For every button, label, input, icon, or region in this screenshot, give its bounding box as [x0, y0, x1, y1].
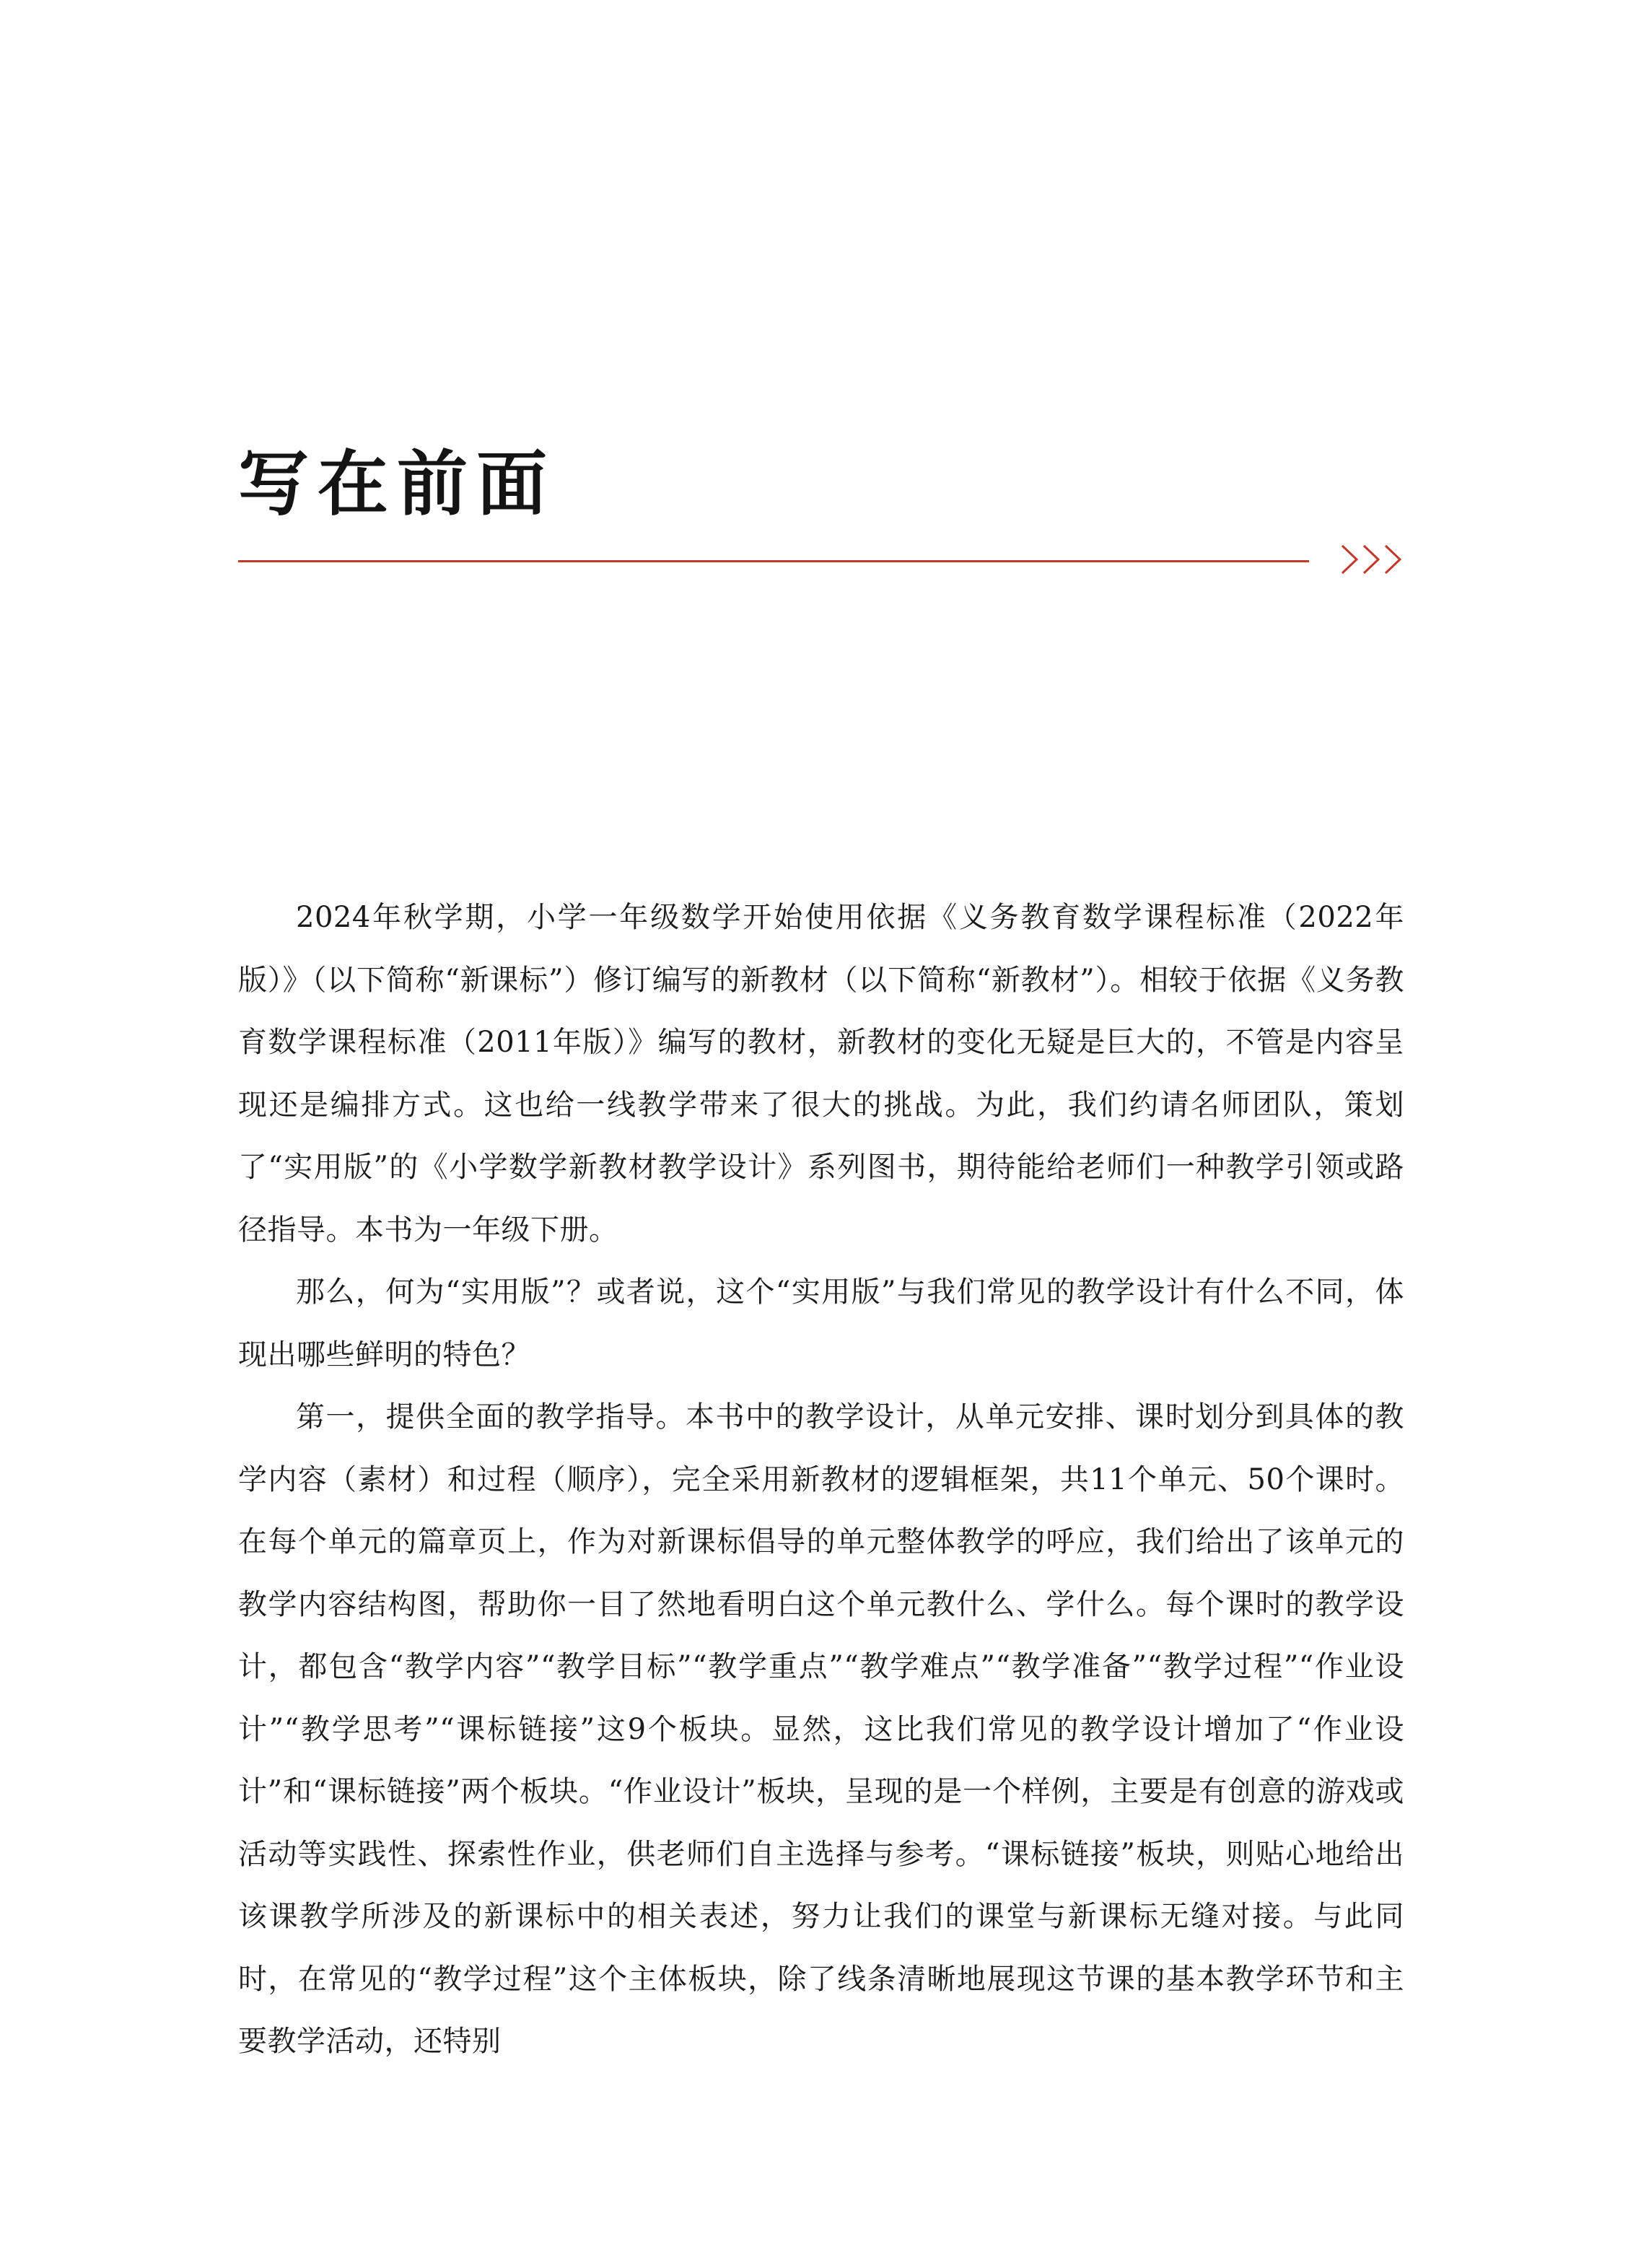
paragraph-2: 那么，何为“实用版”？或者说，这个“实用版”与我们常见的教学设计有什么不同，体现出哪些鲜明的特色？ — [238, 1275, 1404, 1371]
title-underline — [238, 560, 1309, 562]
body-text — [238, 886, 1404, 2073]
chevrons-icon — [1339, 540, 1404, 579]
paragraph-3: 第一，提供全面的教学指导。本书中的教学设计，从单元安排、课时划分到具体的教学内容（素材）和过程（顺序），完全采用新教材的逻辑框架，共11个单元、50个课时。在每个单元的篇章页上，作为对新课标倡导的单元整体教学的呼应，我们给出了该单元的教学内容结构图，帮助你一目了然地看明白这个单元教什么、学什么。每个课时的教学设计，都包含“教学内容”“教学目标”“教学重点”“教学难点”“教学准备”“教学过程”“作业设计”“教学思考”“课标链接”这9个板块。显然，这比我们常见的教学设计增加了“作业设计”和“课标链接”两个板块。“作业设计”板块，呈现的是一个样例，主要是有创意的游戏或活动等实践性、探索性作业，供老师们自主选择与参考。“课标链接”板块，则贴心地给出该课教学所涉及的新课标中的相关表述，努力让我们的课堂与新课标无缝对接。与此同时，在常见的“教学过程”这个主体板块，除了线条清晰地展现这节课的基本教学环节和主要教学活动，还特别 — [238, 1400, 1404, 2058]
paragraph-1: 2024年秋学期，小学一年级数学开始使用依据《义务教育数学课程标准（2022年版）》（以下简称“新课标”）修订编写的新教材（以下简称“新教材”）。相较于依据《义务教育数学课程标准（2011年版）》编写的教材，新教材的变化无疑是巨大的，不管是内容呈现还是编排方式。这也给一线教学带来了很大的挑战。为此，我们约请名师团队，策划了“实用版”的《小学数学新教材教学设计》系列图书，期待能给老师们一种教学引领或路径指导。本书为一年级下册。 — [238, 901, 1404, 1247]
page-title: 写在前面 — [238, 442, 556, 525]
